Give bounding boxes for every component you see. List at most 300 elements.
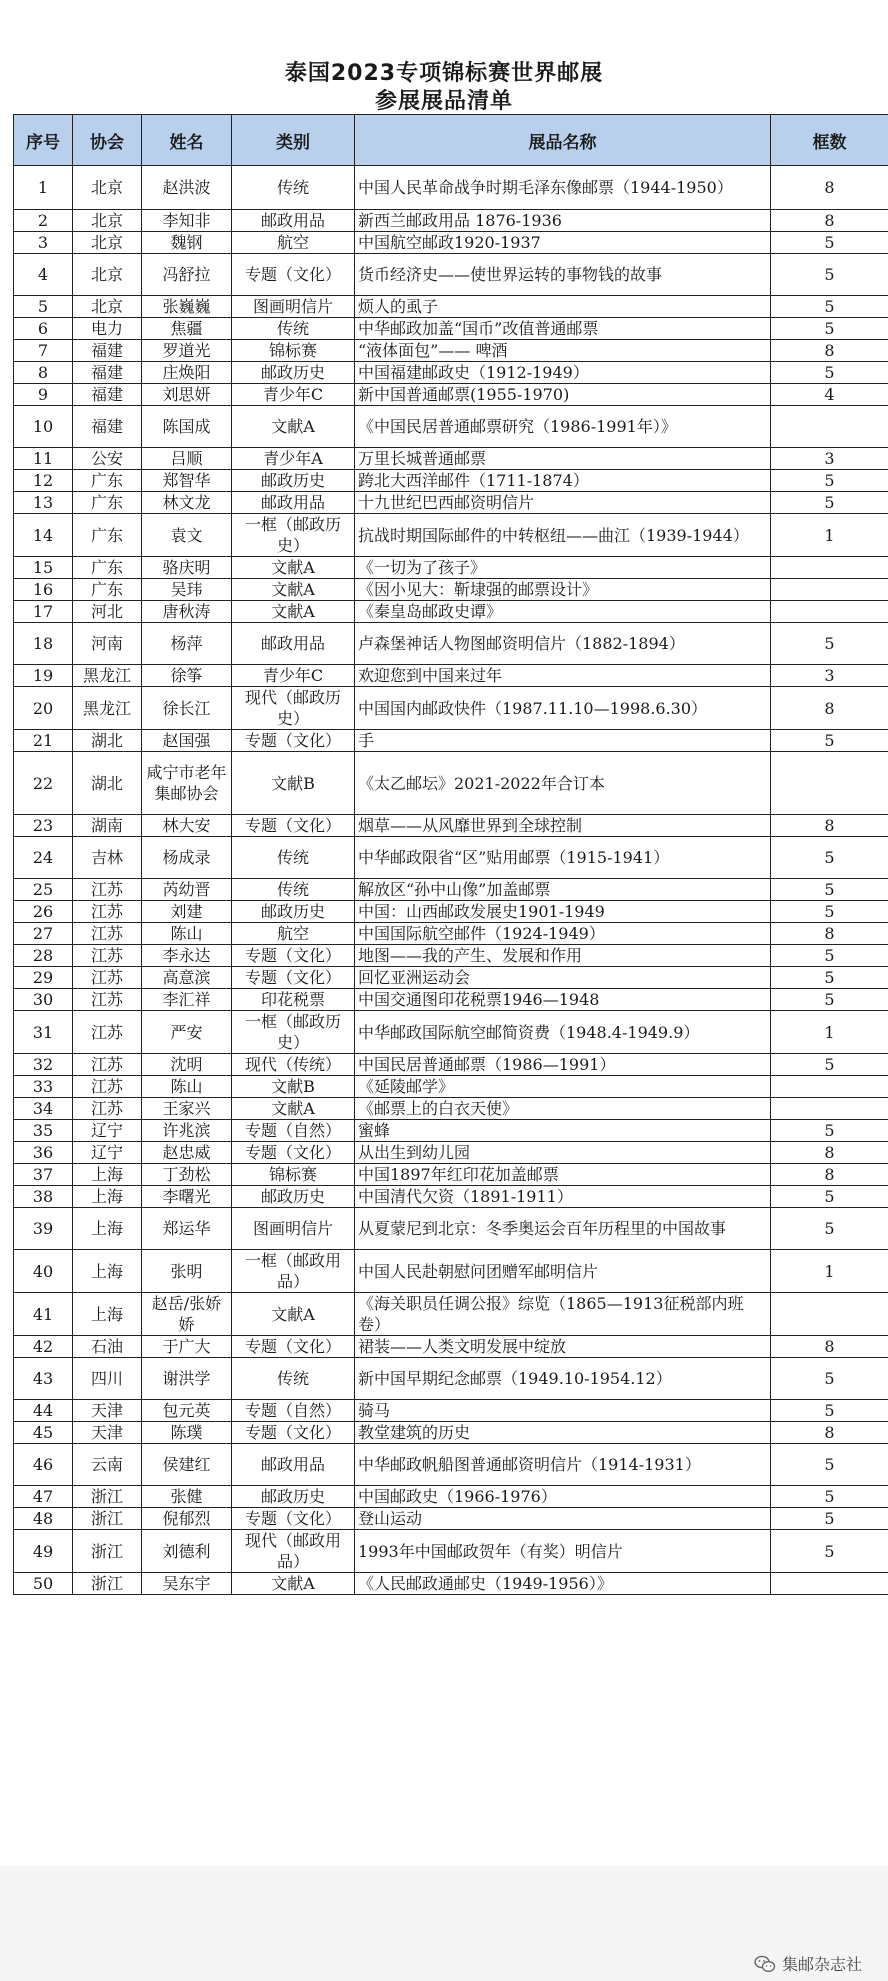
row-frames: 5 xyxy=(771,1444,888,1486)
row-frames: 5 xyxy=(771,879,888,901)
row-no: 36 xyxy=(14,1142,73,1164)
row-category: 邮政用品 xyxy=(232,1444,355,1486)
table-row xyxy=(14,492,888,514)
watermark-label: 集邮杂志社 xyxy=(781,1955,862,1974)
row-association: 江苏 xyxy=(73,1011,142,1054)
row-association: 广东 xyxy=(73,514,142,557)
row-no: 50 xyxy=(14,1573,73,1595)
row-category: 专题（文化） xyxy=(232,1422,355,1444)
row-frames: 5 xyxy=(771,837,888,879)
row-association: 广东 xyxy=(73,492,142,514)
row-category: 传统 xyxy=(232,166,355,210)
row-name: 骆庆明 xyxy=(142,557,232,579)
row-name: 吴东宇 xyxy=(142,1573,232,1595)
row-name: 刘建 xyxy=(142,901,232,923)
row-exhibit: 中国人民革命战争时期毛泽东像邮票（1944-1950） xyxy=(355,166,771,210)
table-row xyxy=(14,318,888,340)
row-category: 邮政历史 xyxy=(232,470,355,492)
row-no: 2 xyxy=(14,210,73,232)
row-no: 24 xyxy=(14,837,73,879)
table-row xyxy=(14,1358,888,1400)
row-exhibit: 中国：山西邮政发展史1901-1949 xyxy=(355,901,771,923)
row-category: 文献A xyxy=(232,1293,355,1336)
row-no: 47 xyxy=(14,1486,73,1508)
row-name: 郑运华 xyxy=(142,1208,232,1250)
row-name: 包元英 xyxy=(142,1400,232,1422)
row-name: 许兆滨 xyxy=(142,1120,232,1142)
row-category: 文献A xyxy=(232,579,355,601)
table-row xyxy=(14,254,888,296)
row-frames: 5 xyxy=(771,1530,888,1573)
row-association: 江苏 xyxy=(73,989,142,1011)
row-exhibit: 《海关职员任调公报》综览（1865—1913征税部内班卷） xyxy=(355,1293,771,1336)
row-frames: 8 xyxy=(771,1164,888,1186)
row-no: 3 xyxy=(14,232,73,254)
row-association: 福建 xyxy=(73,406,142,448)
row-name: 赵忠威 xyxy=(142,1142,232,1164)
row-frames: 8 xyxy=(771,166,888,210)
row-category: 专题（文化） xyxy=(232,945,355,967)
row-association: 辽宁 xyxy=(73,1142,142,1164)
row-category: 传统 xyxy=(232,879,355,901)
row-exhibit: 新中国普通邮票(1955-1970) xyxy=(355,384,771,406)
header-frames: 框数 xyxy=(771,115,888,166)
row-category: 文献A xyxy=(232,1573,355,1595)
row-frames: 5 xyxy=(771,1486,888,1508)
row-association: 江苏 xyxy=(73,1098,142,1120)
table-row xyxy=(14,1098,888,1120)
row-exhibit: 中国清代欠资（1891-1911） xyxy=(355,1186,771,1208)
table-row xyxy=(14,1336,888,1358)
row-frames xyxy=(771,752,888,815)
row-name: 李知非 xyxy=(142,210,232,232)
row-no: 41 xyxy=(14,1293,73,1336)
row-association: 电力 xyxy=(73,318,142,340)
row-name: 于广大 xyxy=(142,1336,232,1358)
row-frames: 5 xyxy=(771,492,888,514)
row-category: 现代（传统） xyxy=(232,1054,355,1076)
row-frames: 5 xyxy=(771,1054,888,1076)
row-no: 35 xyxy=(14,1120,73,1142)
row-category: 图画明信片 xyxy=(232,296,355,318)
row-association: 湖北 xyxy=(73,730,142,752)
row-category: 专题（文化） xyxy=(232,730,355,752)
table-row xyxy=(14,1530,888,1573)
table-row xyxy=(14,1120,888,1142)
row-name: 徐长江 xyxy=(142,687,232,730)
table-row xyxy=(14,1422,888,1444)
row-association: 福建 xyxy=(73,362,142,384)
wechat-icon xyxy=(754,1955,776,1973)
header-no: 序号 xyxy=(14,115,73,166)
row-association: 江苏 xyxy=(73,967,142,989)
row-category: 专题（自然） xyxy=(232,1400,355,1422)
row-association: 上海 xyxy=(73,1208,142,1250)
row-exhibit: 《一切为了孩子》 xyxy=(355,557,771,579)
row-frames: 5 xyxy=(771,945,888,967)
header-name: 姓名 xyxy=(142,115,232,166)
row-name: 林文龙 xyxy=(142,492,232,514)
row-category: 文献A xyxy=(232,406,355,448)
row-category: 一框（邮政用品） xyxy=(232,1250,355,1293)
row-name: 杨萍 xyxy=(142,623,232,665)
row-frames xyxy=(771,1573,888,1595)
row-exhibit: 烟草——从风靡世界到全球控制 xyxy=(355,815,771,837)
row-frames: 8 xyxy=(771,1142,888,1164)
row-category: 青少年A xyxy=(232,448,355,470)
row-category: 一框（邮政历史） xyxy=(232,514,355,557)
row-frames: 8 xyxy=(771,687,888,730)
table-row xyxy=(14,557,888,579)
table-row xyxy=(14,730,888,752)
row-no: 44 xyxy=(14,1400,73,1422)
row-no: 27 xyxy=(14,923,73,945)
row-no: 40 xyxy=(14,1250,73,1293)
row-name: 郑智华 xyxy=(142,470,232,492)
row-category: 邮政用品 xyxy=(232,210,355,232)
table-row xyxy=(14,687,888,730)
row-name: 刘思妍 xyxy=(142,384,232,406)
row-category: 专题（文化） xyxy=(232,1508,355,1530)
row-frames: 8 xyxy=(771,815,888,837)
row-exhibit: 裙装——人类文明发展中绽放 xyxy=(355,1336,771,1358)
header-association: 协会 xyxy=(73,115,142,166)
row-association: 福建 xyxy=(73,384,142,406)
row-exhibit: 中华邮政帆船图普通邮资明信片（1914-1931） xyxy=(355,1444,771,1486)
row-exhibit: 《秦皇岛邮政史谭》 xyxy=(355,601,771,623)
row-category: 邮政历史 xyxy=(232,1486,355,1508)
row-exhibit: 中华邮政加盖“国币”改值普通邮票 xyxy=(355,318,771,340)
row-name: 徐筝 xyxy=(142,665,232,687)
row-association: 河北 xyxy=(73,601,142,623)
table-header-row xyxy=(14,115,888,166)
row-name: 袁文 xyxy=(142,514,232,557)
table-row xyxy=(14,296,888,318)
row-exhibit: 回忆亚洲运动会 xyxy=(355,967,771,989)
row-name: 张巍巍 xyxy=(142,296,232,318)
row-association: 云南 xyxy=(73,1444,142,1486)
table-row xyxy=(14,166,888,210)
row-no: 23 xyxy=(14,815,73,837)
row-name: 李永达 xyxy=(142,945,232,967)
row-no: 10 xyxy=(14,406,73,448)
row-exhibit: 《人民邮政通邮史（1949-1956）》 xyxy=(355,1573,771,1595)
row-exhibit: 中华邮政国际航空邮简资费（1948.4-1949.9） xyxy=(355,1011,771,1054)
row-exhibit: 中国1897年红印花加盖邮票 xyxy=(355,1164,771,1186)
row-frames xyxy=(771,557,888,579)
row-association: 北京 xyxy=(73,296,142,318)
row-name: 咸宁市老年集邮协会 xyxy=(142,752,232,815)
table-row xyxy=(14,232,888,254)
row-category: 专题（文化） xyxy=(232,967,355,989)
row-no: 16 xyxy=(14,579,73,601)
row-name: 赵洪波 xyxy=(142,166,232,210)
row-name: 唐秋涛 xyxy=(142,601,232,623)
row-no: 34 xyxy=(14,1098,73,1120)
row-no: 8 xyxy=(14,362,73,384)
row-no: 49 xyxy=(14,1530,73,1573)
table-row xyxy=(14,1011,888,1054)
header-category: 类别 xyxy=(232,115,355,166)
table-row xyxy=(14,945,888,967)
row-no: 46 xyxy=(14,1444,73,1486)
row-exhibit: “液体面包”—— 啤酒 xyxy=(355,340,771,362)
row-no: 9 xyxy=(14,384,73,406)
row-no: 32 xyxy=(14,1054,73,1076)
row-no: 33 xyxy=(14,1076,73,1098)
row-frames xyxy=(771,1076,888,1098)
row-name: 吴玮 xyxy=(142,579,232,601)
row-exhibit: 烦人的虱子 xyxy=(355,296,771,318)
row-name: 芮幼晋 xyxy=(142,879,232,901)
row-no: 1 xyxy=(14,166,73,210)
row-exhibit: 《太乙邮坛》2021-2022年合订本 xyxy=(355,752,771,815)
table-row xyxy=(14,665,888,687)
row-category: 传统 xyxy=(232,1358,355,1400)
table-row xyxy=(14,601,888,623)
row-name: 吕顺 xyxy=(142,448,232,470)
table-row xyxy=(14,989,888,1011)
row-association: 江苏 xyxy=(73,923,142,945)
row-category: 锦标赛 xyxy=(232,1164,355,1186)
row-association: 北京 xyxy=(73,232,142,254)
table-row xyxy=(14,1164,888,1186)
row-category: 文献A xyxy=(232,557,355,579)
row-exhibit: 新中国早期纪念邮票（1949.10-1954.12） xyxy=(355,1358,771,1400)
table-row xyxy=(14,362,888,384)
row-no: 22 xyxy=(14,752,73,815)
row-name: 丁劲松 xyxy=(142,1164,232,1186)
row-name: 李汇祥 xyxy=(142,989,232,1011)
table-row xyxy=(14,340,888,362)
row-exhibit: 中国邮政史（1966-1976） xyxy=(355,1486,771,1508)
row-frames: 8 xyxy=(771,210,888,232)
row-exhibit: 中国福建邮政史（1912-1949） xyxy=(355,362,771,384)
row-no: 21 xyxy=(14,730,73,752)
row-frames: 5 xyxy=(771,296,888,318)
row-frames: 8 xyxy=(771,1336,888,1358)
row-name: 陈山 xyxy=(142,923,232,945)
table-row xyxy=(14,752,888,815)
table-row xyxy=(14,879,888,901)
row-frames: 8 xyxy=(771,923,888,945)
row-frames xyxy=(771,579,888,601)
row-category: 专题（自然） xyxy=(232,1120,355,1142)
row-association: 黑龙江 xyxy=(73,687,142,730)
table-row xyxy=(14,514,888,557)
row-name: 罗道光 xyxy=(142,340,232,362)
table-row xyxy=(14,210,888,232)
row-frames: 5 xyxy=(771,901,888,923)
row-frames: 5 xyxy=(771,318,888,340)
row-association: 北京 xyxy=(73,254,142,296)
row-association: 辽宁 xyxy=(73,1120,142,1142)
row-association: 上海 xyxy=(73,1186,142,1208)
row-no: 17 xyxy=(14,601,73,623)
row-frames: 5 xyxy=(771,232,888,254)
row-category: 一框（邮政历史） xyxy=(232,1011,355,1054)
row-association: 吉林 xyxy=(73,837,142,879)
row-name: 陈国成 xyxy=(142,406,232,448)
row-exhibit: 十九世纪巴西邮资明信片 xyxy=(355,492,771,514)
table-row xyxy=(14,815,888,837)
table-row xyxy=(14,406,888,448)
row-name: 焦疆 xyxy=(142,318,232,340)
row-no: 31 xyxy=(14,1011,73,1054)
row-frames: 5 xyxy=(771,967,888,989)
row-exhibit: 蜜蜂 xyxy=(355,1120,771,1142)
row-no: 28 xyxy=(14,945,73,967)
row-exhibit: 登山运动 xyxy=(355,1508,771,1530)
row-association: 北京 xyxy=(73,166,142,210)
row-no: 48 xyxy=(14,1508,73,1530)
row-name: 李曙光 xyxy=(142,1186,232,1208)
row-exhibit: 《中国民居普通邮票研究（1986-1991年）》 xyxy=(355,406,771,448)
row-category: 现代（邮政用品） xyxy=(232,1530,355,1573)
exhibit-table xyxy=(13,114,888,1595)
row-frames: 1 xyxy=(771,514,888,557)
row-association: 上海 xyxy=(73,1164,142,1186)
row-no: 6 xyxy=(14,318,73,340)
row-frames: 4 xyxy=(771,384,888,406)
table-row xyxy=(14,1076,888,1098)
row-association: 江苏 xyxy=(73,945,142,967)
table-row xyxy=(14,1186,888,1208)
row-category: 专题（文化） xyxy=(232,1336,355,1358)
page-title: 泰国2023专项锦标赛世界邮展 xyxy=(284,61,604,86)
row-name: 高意滨 xyxy=(142,967,232,989)
row-category: 邮政历史 xyxy=(232,362,355,384)
row-name: 杨成录 xyxy=(142,837,232,879)
row-association: 江苏 xyxy=(73,1076,142,1098)
row-name: 张明 xyxy=(142,1250,232,1293)
table-row xyxy=(14,1400,888,1422)
row-category: 青少年C xyxy=(232,665,355,687)
row-name: 赵国强 xyxy=(142,730,232,752)
row-no: 12 xyxy=(14,470,73,492)
table-row xyxy=(14,837,888,879)
row-category: 邮政历史 xyxy=(232,901,355,923)
row-exhibit: 中国交通图印花税票1946—1948 xyxy=(355,989,771,1011)
row-association: 江苏 xyxy=(73,1054,142,1076)
row-exhibit: 中国国际航空邮件（1924-1949） xyxy=(355,923,771,945)
row-frames: 3 xyxy=(771,448,888,470)
row-exhibit: 解放区“孙中山像”加盖邮票 xyxy=(355,879,771,901)
row-association: 江苏 xyxy=(73,901,142,923)
row-no: 14 xyxy=(14,514,73,557)
row-name: 张健 xyxy=(142,1486,232,1508)
row-exhibit: 手 xyxy=(355,730,771,752)
table-row xyxy=(14,1508,888,1530)
row-category: 传统 xyxy=(232,318,355,340)
row-category: 印花税票 xyxy=(232,989,355,1011)
row-no: 18 xyxy=(14,623,73,665)
row-association: 石油 xyxy=(73,1336,142,1358)
row-category: 图画明信片 xyxy=(232,1208,355,1250)
row-frames xyxy=(771,406,888,448)
row-frames: 5 xyxy=(771,470,888,492)
row-association: 黑龙江 xyxy=(73,665,142,687)
row-category: 邮政历史 xyxy=(232,1186,355,1208)
row-name: 谢洪学 xyxy=(142,1358,232,1400)
row-exhibit: 中华邮政限省“区”贴用邮票（1915-1941） xyxy=(355,837,771,879)
row-category: 邮政用品 xyxy=(232,623,355,665)
row-association: 上海 xyxy=(73,1293,142,1336)
row-no: 29 xyxy=(14,967,73,989)
row-association: 广东 xyxy=(73,579,142,601)
row-no: 39 xyxy=(14,1208,73,1250)
row-association: 湖北 xyxy=(73,752,142,815)
row-frames: 1 xyxy=(771,1011,888,1054)
row-exhibit: 从夏蒙尼到北京：冬季奥运会百年历程里的中国故事 xyxy=(355,1208,771,1250)
row-frames: 5 xyxy=(771,623,888,665)
row-exhibit: 教堂建筑的历史 xyxy=(355,1422,771,1444)
table-row xyxy=(14,1573,888,1595)
row-exhibit: 中国民居普通邮票（1986—1991） xyxy=(355,1054,771,1076)
page-subtitle: 参展展品清单 xyxy=(374,89,513,114)
table-row xyxy=(14,1293,888,1336)
row-frames xyxy=(771,1293,888,1336)
row-exhibit: 抗战时期国际邮件的中转枢纽——曲江（1939-1944） xyxy=(355,514,771,557)
row-no: 42 xyxy=(14,1336,73,1358)
row-association: 公安 xyxy=(73,448,142,470)
row-association: 天津 xyxy=(73,1422,142,1444)
row-exhibit: 卢森堡神话人物图邮资明信片（1882-1894） xyxy=(355,623,771,665)
table-row xyxy=(14,1486,888,1508)
row-category: 专题（文化） xyxy=(232,815,355,837)
row-exhibit: 中国航空邮政1920-1937 xyxy=(355,232,771,254)
watermark xyxy=(754,1952,862,1975)
table-row xyxy=(14,1250,888,1293)
row-category: 航空 xyxy=(232,232,355,254)
row-association: 浙江 xyxy=(73,1508,142,1530)
row-association: 浙江 xyxy=(73,1573,142,1595)
row-no: 11 xyxy=(14,448,73,470)
row-name: 倪郁烈 xyxy=(142,1508,232,1530)
row-frames: 5 xyxy=(771,730,888,752)
row-exhibit: 万里长城普通邮票 xyxy=(355,448,771,470)
row-name: 王家兴 xyxy=(142,1098,232,1120)
row-association: 江苏 xyxy=(73,879,142,901)
row-no: 30 xyxy=(14,989,73,1011)
row-frames: 5 xyxy=(771,1120,888,1142)
row-frames: 8 xyxy=(771,340,888,362)
row-no: 5 xyxy=(14,296,73,318)
row-frames: 5 xyxy=(771,1208,888,1250)
row-association: 天津 xyxy=(73,1400,142,1422)
table-row xyxy=(14,470,888,492)
row-exhibit: 地图——我的产生、发展和作用 xyxy=(355,945,771,967)
row-association: 上海 xyxy=(73,1250,142,1293)
row-frames xyxy=(771,1098,888,1120)
row-name: 刘德利 xyxy=(142,1530,232,1573)
row-name: 陈璞 xyxy=(142,1422,232,1444)
row-no: 4 xyxy=(14,254,73,296)
row-no: 45 xyxy=(14,1422,73,1444)
row-association: 福建 xyxy=(73,340,142,362)
row-association: 浙江 xyxy=(73,1486,142,1508)
row-no: 37 xyxy=(14,1164,73,1186)
row-category: 青少年C xyxy=(232,384,355,406)
row-association: 广东 xyxy=(73,470,142,492)
row-category: 文献A xyxy=(232,1098,355,1120)
row-exhibit: 《因小见大：靳埭强的邮票设计》 xyxy=(355,579,771,601)
table-row xyxy=(14,967,888,989)
row-exhibit: 《邮票上的白衣天使》 xyxy=(355,1098,771,1120)
row-category: 邮政用品 xyxy=(232,492,355,514)
row-name: 严安 xyxy=(142,1011,232,1054)
row-frames: 8 xyxy=(771,1422,888,1444)
